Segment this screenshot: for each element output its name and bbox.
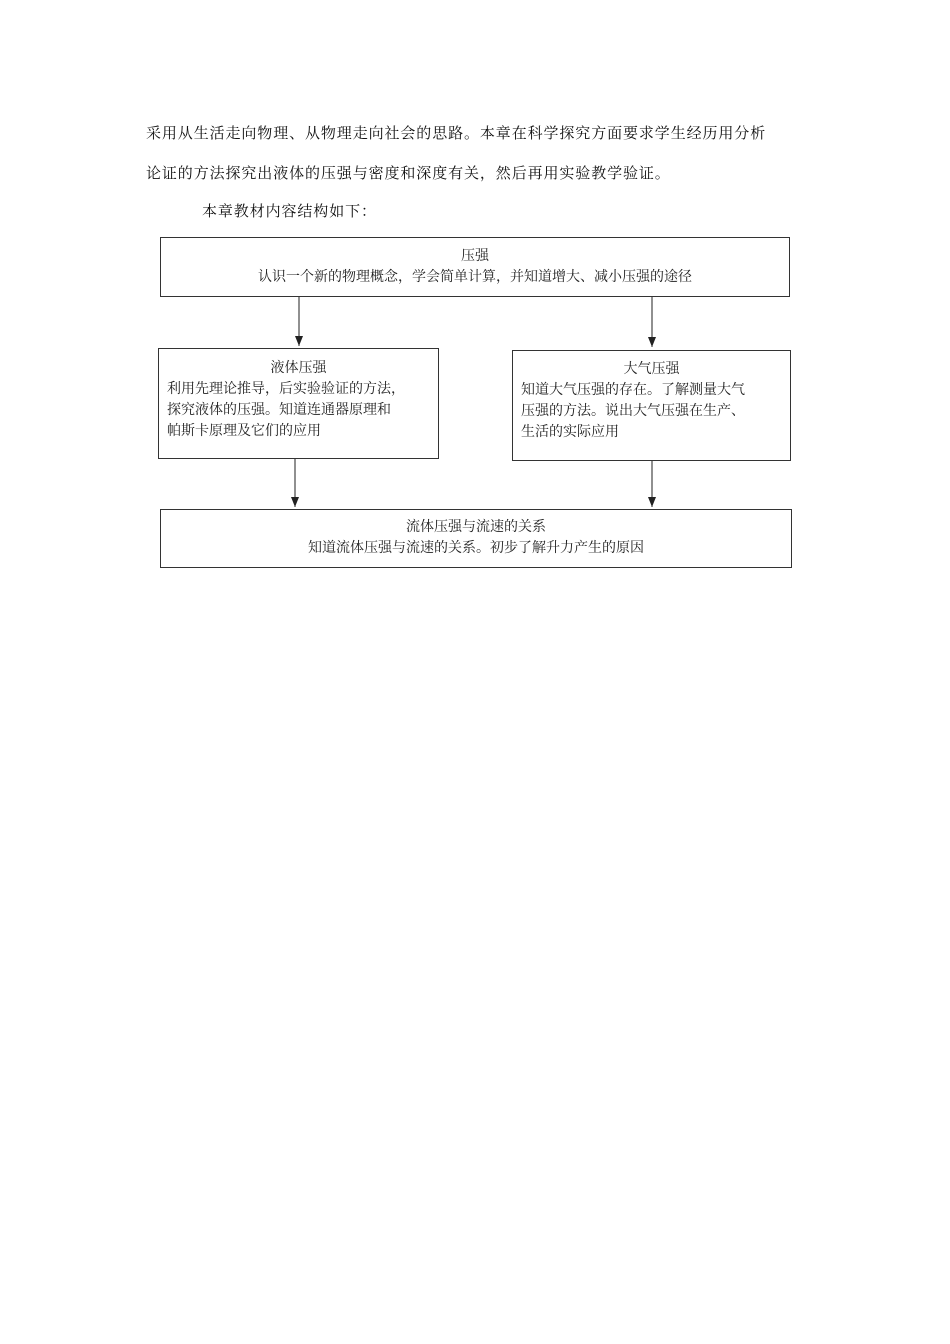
box-pressure-title: 压强 bbox=[461, 248, 489, 264]
box-fluid-pressure bbox=[160, 509, 792, 568]
box-pressure bbox=[160, 237, 790, 297]
box-atmospheric-pressure-line-3: 生活的实际应用 bbox=[521, 424, 619, 440]
box-atmospheric-pressure bbox=[512, 350, 791, 461]
paragraph-line-3: 本章教材内容结构如下： bbox=[202, 202, 377, 220]
box-liquid-pressure bbox=[158, 348, 439, 459]
box-atmospheric-pressure-line-1: 知道大气压强的存在。了解测量大气 bbox=[521, 382, 745, 398]
box-pressure-body: 认识一个新的物理概念，学会简单计算，并知道增大、减小压强的途径 bbox=[258, 269, 692, 285]
box-fluid-pressure-body: 知道流体压强与流速的关系。初步了解升力产生的原因 bbox=[308, 540, 644, 556]
box-liquid-pressure-line-1: 利用先理论推导，后实验验证的方法， bbox=[167, 381, 405, 397]
box-atmospheric-pressure-line-2: 压强的方法。说出大气压强在生产、 bbox=[521, 403, 745, 419]
box-atmospheric-pressure-title: 大气压强 bbox=[623, 361, 680, 377]
box-liquid-pressure-title: 液体压强 bbox=[270, 360, 327, 376]
box-liquid-pressure-line-2: 探究液体的压强。知道连通器原理和 bbox=[167, 402, 391, 418]
box-liquid-pressure-line-3: 帕斯卡原理及它们的应用 bbox=[167, 423, 321, 439]
box-fluid-pressure-title: 流体压强与流速的关系 bbox=[406, 519, 546, 535]
paragraph-line-2: 论证的方法探究出液体的压强与密度和深度有关，然后再用实验教学验证。 bbox=[146, 164, 671, 182]
paragraph-line-1: 采用从生活走向物理、从物理走向社会的思路。本章在科学探究方面要求学生经历用分析 bbox=[146, 124, 767, 142]
